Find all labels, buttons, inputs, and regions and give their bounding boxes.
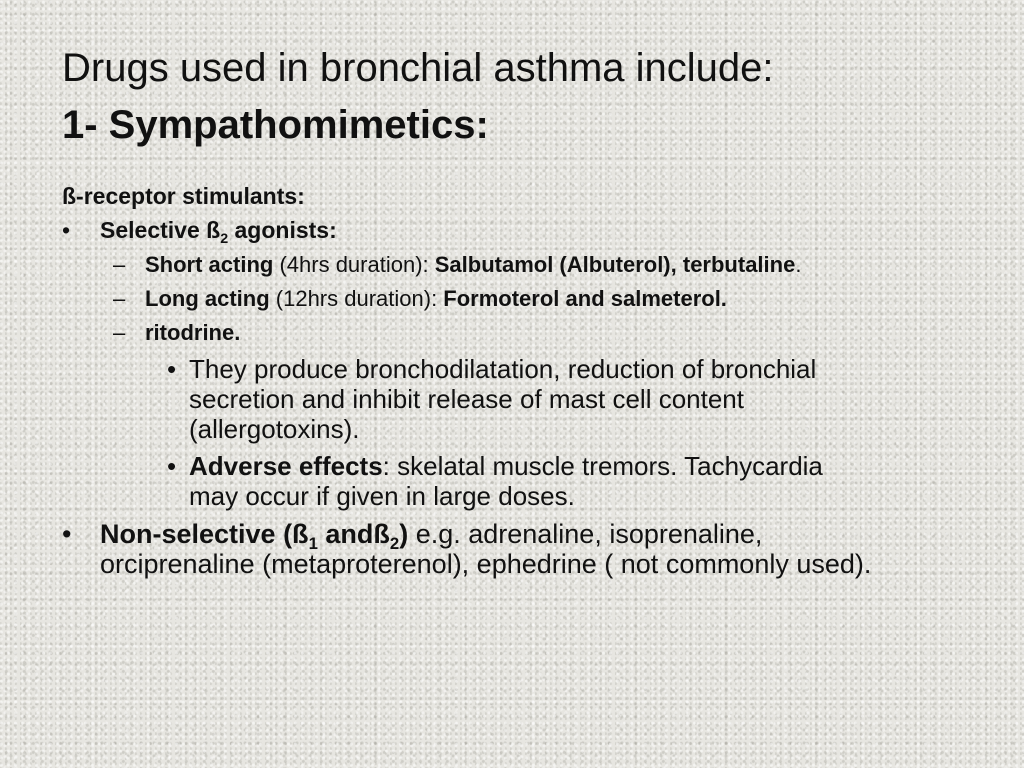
subbullet-text: Long acting (12hrs duration): Formoterol and salmeterol. xyxy=(145,286,727,311)
dash-icon: – xyxy=(113,320,126,345)
dash-icon: – xyxy=(113,252,126,277)
slide-title: Drugs used in bronchial asthma include: xyxy=(62,46,774,90)
bullet-icon: • xyxy=(62,519,72,549)
bullet-text: They produce bronchodilatation, reduction of bronchial secretion and inhibit release of mast cell content (allergotoxins). xyxy=(189,354,817,444)
bullet-icon: • xyxy=(167,354,177,384)
subbullet-text: Short acting (4hrs duration): Salbutamol (Albuterol), terbutaline. xyxy=(145,252,802,277)
bullet-text: Adverse effects: skelatal muscle tremors. Tachycardia may occur if given in large doses. xyxy=(189,451,823,511)
dash-icon: – xyxy=(113,286,126,311)
bullet-icon: • xyxy=(167,451,177,481)
slide-subtitle: 1- Sympathomimetics: xyxy=(62,103,489,147)
subbullet-text: ritodrine. xyxy=(145,320,241,345)
section-heading: ß-receptor stimulants: xyxy=(62,183,305,209)
bullet-text: Non-selective ($ß_1$ andß$_2$) e.g. adrenaline, isoprenaline, orciprenaline (metaproterenol), ephedrine ( not commonly used). xyxy=(100,519,872,579)
bullet-icon: • xyxy=(62,217,71,243)
bullet-text: Selective $ß_2$ agonists: xyxy=(100,217,337,247)
